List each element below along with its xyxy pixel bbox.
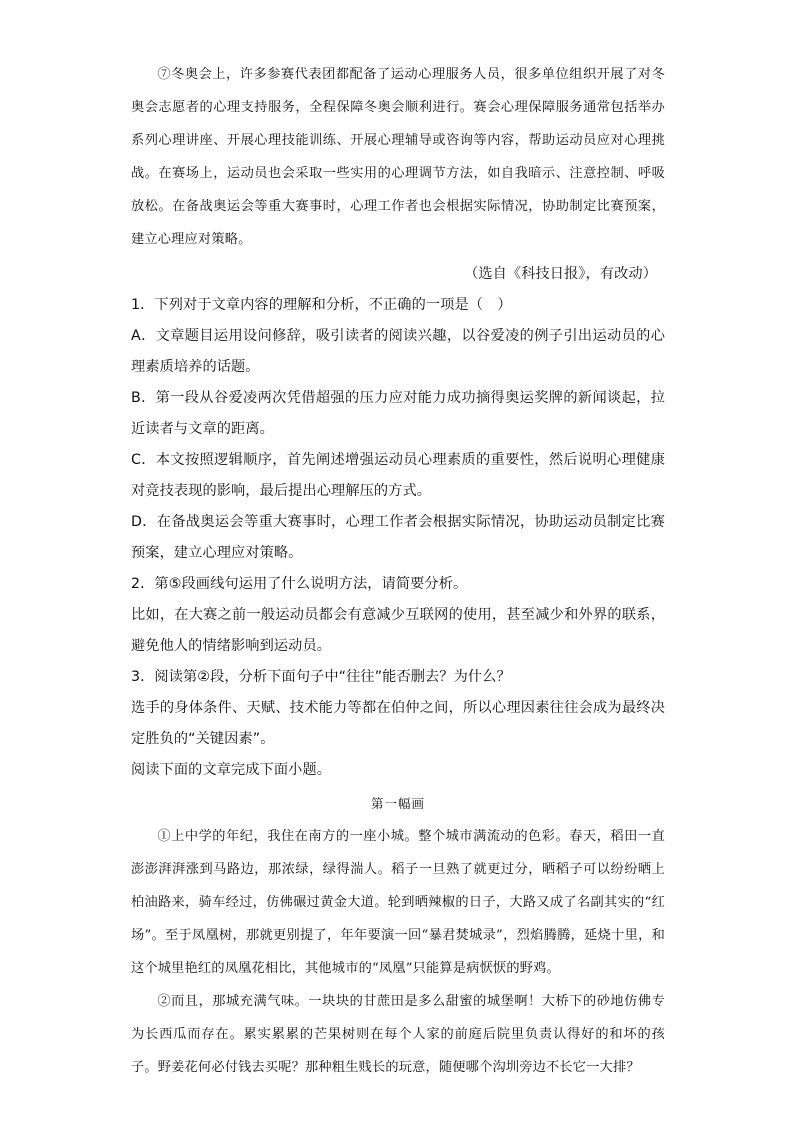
passage-paragraph-7: ⑦冬奥会上，许多参赛代表团都配备了运动心理服务人员，很多单位组织开展了对冬奥会志愿者的心理支持服务，全程保障冬奥会顺利进行。赛会心理保障服务通常包括举办系列心理讲座、开展心理技能训练、开展心理辅导或咨询等内容，帮助运动员应对心理挑战。在赛场上，运动员也会采取一些实用的心理调节方法，如自我暗示、注意控制、呼吸放松。在备战奥运会等重大赛事时，心理工作者也会根据实际情况，协助制定比赛预案，建立心理应对策略。 <box>131 67 665 247</box>
question-2-quote: 比如，在大赛之前一般运动员都会有意减少互联网的使用，甚至减少和外界的联系，避免他人的情绪影响到运动员。 <box>131 607 665 654</box>
question-3-stem: 3．阅读第②段，分析下面句子中“往往”能否删去？为什么？ <box>131 669 511 685</box>
article-title: 第一幅画 <box>370 796 425 811</box>
article-paragraph-2: ②而且，那城充满气味。一块块的甘蔗田是多么甜蜜的城堡啊！大桥下的砂地仿佛专为长西瓜而存在。累实累累的芒果树则在每个人家的前庭后院里负责认得好的和坏的孩子。野姜花何必付钱去买呢？那种粗生贱长的玩意，随便哪个沟圳旁边不长它一大排？ <box>131 994 665 1075</box>
question-1-option-d: D．在备战奥运会等重大赛事时，心理工作者会根据实际情况，协助运动员制定比赛预案，建立心理应对策略。 <box>131 514 665 561</box>
question-3-quote: 选手的身体条件、天赋、技术能力等都在伯仲之间，所以心理因素往往会成为最终决定胜负的“关键因素”。 <box>131 700 665 747</box>
question-1-option-c: C．本文按照逻辑顺序，首先阐述增强运动员心理素质的重要性，然后说明心理健康对竞技表现的影响，最后提出心理解压的方式。 <box>131 452 665 499</box>
question-1-stem: 1．下列对于文章内容的理解和分析，不正确的一项是（ ） <box>131 297 512 313</box>
reading-intro: 阅读下面的文章完成下面小题。 <box>131 762 332 778</box>
article-paragraph-1: ①上中学的年纪，我住在南方的一座小城。整个城市满流动的色彩。春天，稻田一直澎澎湃湃涨到马路边，那浓绿，绿得湍人。稻子一旦熟了就更过分，晒稻子可以纷纷晒上柏油路来，骑车经过，仿佛碾过黄金大道。轮到晒辣椒的日子，大路又成了名副其实的“红场”。至于凤凰树，那就更别提了，年年要演一回“暴君焚城录”，烈焰腾腾，延烧十里，和这个城里艳红的凤凰花相比，其他城市的“凤凰”只能算是病恹恹的野鸡。 <box>131 829 665 976</box>
question-1-option-a: A．文章题目运用设问修辞，吸引读者的阅读兴趣，以谷爱凌的例子引出运动员的心理素质培养的话题。 <box>131 328 665 375</box>
question-1-option-b: B．第一段从谷爱凌两次凭借超强的压力应对能力成功摘得奥运奖牌的新闻谈起，拉近读者与文章的距离。 <box>131 390 665 437</box>
document-page <box>131 58 665 1084</box>
passage-source: （选自《科技日报》，有改动） <box>464 266 657 282</box>
question-2-stem: 2．第⑤段画线句运用了什么说明方法，请简要分析。 <box>131 576 468 592</box>
